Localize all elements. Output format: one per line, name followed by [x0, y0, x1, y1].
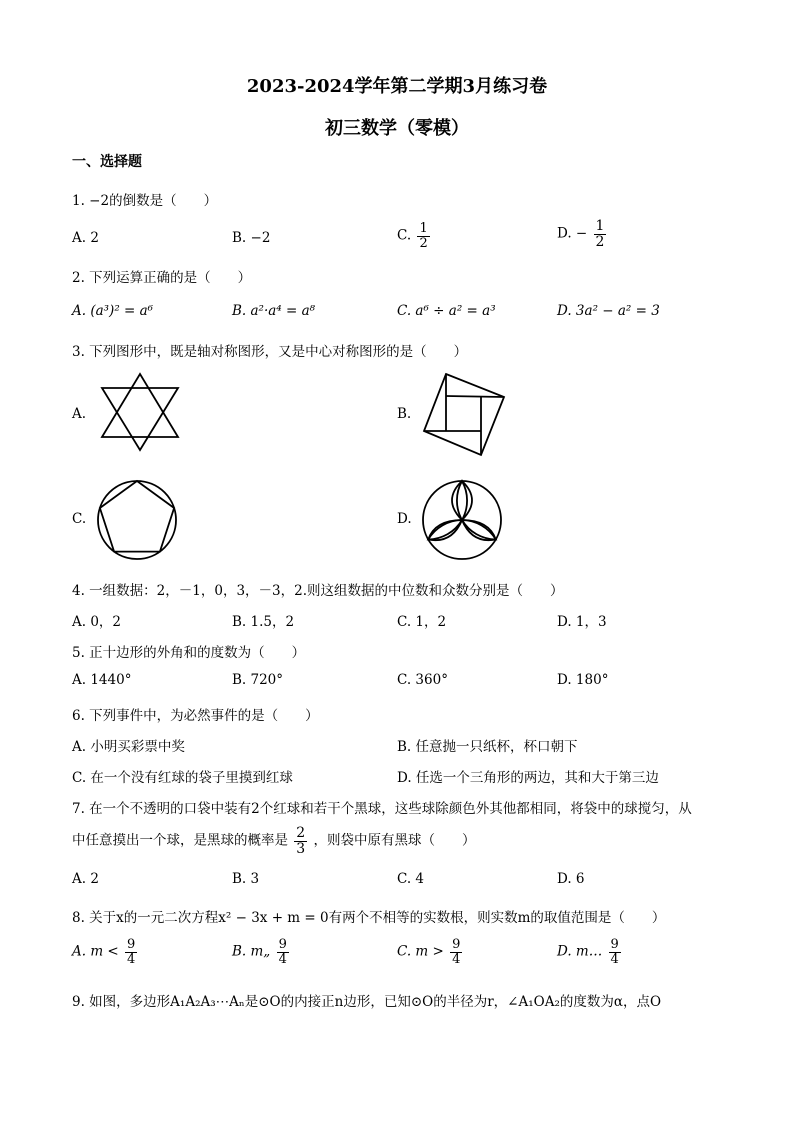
question-7-line-2 [72, 826, 476, 856]
q5-option-d[interactable]: D. 180° [557, 672, 609, 688]
inner-line [446, 396, 504, 397]
q8-option-d-text: D. m… [557, 943, 603, 960]
q8-option-c[interactable] [397, 938, 464, 966]
q6-option-a[interactable]: A. 小明买彩票中奖 [72, 739, 185, 755]
q6-option-c[interactable]: C. 在一个没有红球的袋子里摸到红球 [72, 770, 293, 786]
question-4: 4. 一组数据：2，－1，0，3，－3，2.则这组数据的中位数和众数分别是（ ） [72, 583, 564, 599]
question-3: 3. 下列图形中，既是轴对称图形，又是中心对称图形的是（ ） [72, 344, 468, 360]
q4-option-d[interactable]: D. 1，3 [557, 614, 607, 630]
fraction-denominator: 3 [296, 840, 306, 857]
fraction-numerator: 9 [610, 937, 619, 952]
fraction [277, 938, 289, 966]
petal-inner [462, 520, 496, 540]
question-7-text: ，则袋中原有黑球（ ） [313, 832, 476, 849]
q1-option-c-label: C. [397, 227, 416, 244]
fraction-numerator: 2 [296, 825, 306, 841]
fraction [609, 938, 621, 966]
fraction [417, 222, 429, 250]
page-subtitle: 初三数学（零模） [325, 118, 469, 139]
fraction [294, 826, 307, 856]
three-petal-circle-figure [420, 478, 504, 562]
q8-option-b-text: B. m„ [232, 943, 271, 960]
fraction-numerator: 9 [452, 937, 461, 952]
q1-option-d-label: D. − [557, 225, 588, 242]
q7-option-c[interactable]: C. 4 [397, 871, 425, 887]
q1-option-d[interactable] [557, 219, 608, 249]
fraction-numerator: 9 [127, 937, 136, 952]
fraction-numerator: 9 [278, 937, 287, 952]
question-8: 8. 关于x的一元二次方程x² − 3x + m = 0有两个不相等的实数根，则实数m的取值范围是（ ） [72, 910, 666, 926]
fraction-denominator: 2 [419, 235, 428, 251]
petal [457, 481, 467, 520]
q1-option-c[interactable] [397, 222, 432, 250]
fraction-denominator: 4 [610, 951, 619, 967]
q3-option-a-label[interactable]: A. [72, 406, 87, 422]
q5-option-a[interactable]: A. 1440° [72, 672, 132, 688]
q8-option-a-text: A. m < [72, 943, 119, 960]
petal-inner [452, 481, 472, 520]
section-heading: 一、选择题 [72, 154, 142, 170]
q5-option-c[interactable]: C. 360° [397, 672, 448, 688]
q7-option-a[interactable]: A. 2 [72, 871, 99, 887]
q8-option-a[interactable] [72, 938, 139, 966]
question-6: 6. 下列事件中，为必然事件的是（ ） [72, 708, 319, 724]
pinwheel-square-figure [420, 370, 508, 458]
fraction [594, 219, 607, 249]
fraction-numerator: 1 [595, 218, 605, 234]
petal-inner [428, 520, 462, 540]
q1-option-b[interactable]: B. −2 [232, 230, 271, 246]
question-5: 5. 正十边形的外角和的度数为（ ） [72, 645, 306, 661]
fraction [125, 938, 137, 966]
q2-option-d[interactable]: D. 3a² − a² = 3 [557, 303, 660, 319]
question-7-text: 中任意摸出一个球，是黑球的概率是 [72, 832, 288, 849]
q5-option-b[interactable]: B. 720° [232, 672, 284, 688]
fraction-denominator: 4 [278, 951, 287, 967]
q8-option-b[interactable] [232, 938, 291, 966]
q8-option-d[interactable] [557, 938, 623, 966]
q7-option-b[interactable]: B. 3 [232, 871, 260, 887]
question-1: 1. −2的倒数是（ ） [72, 193, 218, 209]
page-title: 2023-2024学年第二学期3月练习卷 [246, 76, 548, 97]
q2-option-b[interactable]: B. a²·a⁴ = a⁸ [232, 303, 316, 319]
q4-option-a[interactable]: A. 0，2 [72, 614, 122, 630]
fraction-denominator: 2 [595, 233, 605, 250]
fraction-denominator: 4 [127, 951, 136, 967]
hexagram-figure [98, 370, 182, 454]
question-2: 2. 下列运算正确的是（ ） [72, 270, 252, 286]
question-9: 9. 如图，多边形A₁A₂A₃⋯Aₙ是⊙O的内接正n边形，已知⊙O的半径为r，∠A₁OA₂的度数为α，点O [72, 994, 662, 1010]
circle [98, 481, 176, 559]
q4-option-b[interactable]: B. 1.5，2 [232, 614, 295, 630]
outer-square [424, 374, 504, 455]
q3-option-b-label[interactable]: B. [397, 406, 412, 422]
q6-option-b[interactable]: B. 任意抛一只纸杯，杯口朝下 [397, 739, 578, 755]
q1-option-a[interactable]: A. 2 [72, 230, 99, 246]
fraction [450, 938, 462, 966]
pentagon-in-circle-figure [95, 478, 179, 562]
q2-option-c[interactable]: C. a⁶ ÷ a² = a³ [397, 303, 496, 319]
fraction-numerator: 1 [419, 221, 428, 236]
q3-option-c-label[interactable]: C. [72, 511, 87, 527]
q4-option-c[interactable]: C. 1，2 [397, 614, 447, 630]
q6-option-d[interactable]: D. 任选一个三角形的两边，其和大于第三边 [397, 770, 659, 786]
question-7-line-1: 7. 在一个不透明的口袋中装有2个红球和若干个黑球，这些球除颜色外其他都相同，将袋中的球搅匀，从 [72, 801, 692, 817]
q7-option-d[interactable]: D. 6 [557, 871, 585, 887]
q2-option-a[interactable]: A. (a³)² = a⁶ [72, 303, 154, 319]
fraction-denominator: 4 [452, 951, 461, 967]
q3-option-d-label[interactable]: D. [397, 511, 412, 527]
q8-option-c-text: C. m > [397, 943, 444, 960]
